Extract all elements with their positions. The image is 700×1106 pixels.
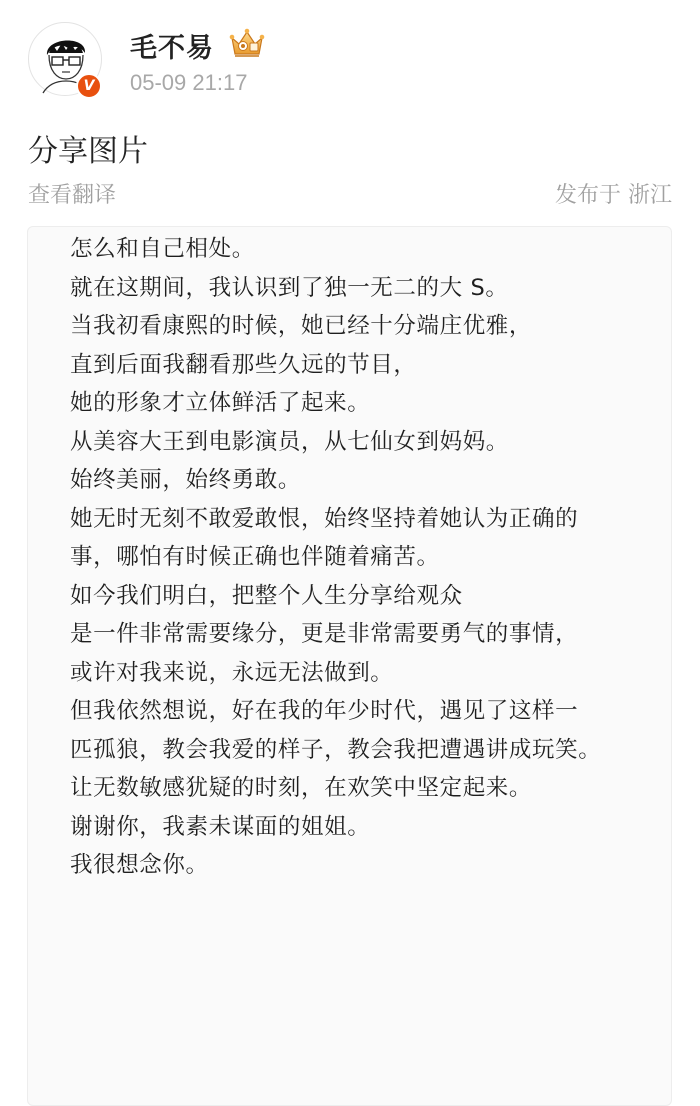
image-text-line: 从美容大王到电影演员，从七仙女到妈妈。 — [70, 428, 509, 455]
username[interactable]: 毛不易 — [130, 33, 214, 64]
image-text-line: 始终美丽，始终勇敢。 — [70, 467, 302, 493]
image-text-line: 事，哪怕有时候正确也伴随着痛苦。 — [70, 544, 440, 570]
image-text-line: 怎么和自己相处。 — [70, 236, 255, 262]
image-text-line: 但我依然想说，好在我的年少时代，遇见了这样一 — [70, 698, 579, 724]
vip-crown-icon[interactable] — [228, 26, 266, 60]
image-text-line: 她无时无刻不敢爱敢恨，始终坚持着她认为正确的 — [70, 505, 579, 532]
image-text-line: 匹孤狼，教会我爱的样子，教会我把遭遇讲成玩笑。 — [70, 736, 602, 763]
image-text-line: 就在这期间，我认识到了独一无二的大 S。 — [70, 274, 509, 301]
verified-badge-icon: V — [76, 73, 102, 99]
image-text-line: 或许对我来说，永远无法做到。 — [70, 659, 394, 686]
post-location: 发布于 浙江 — [555, 183, 672, 208]
image-text-line: 让无数敏感犹疑的时刻，在欢笑中坚定起来。 — [70, 775, 533, 801]
image-text-line: 直到后面我翻看那些久远的节目， — [70, 351, 417, 378]
image-text-line: 我很想念你。 — [70, 852, 209, 878]
post-header — [0, 0, 700, 120]
translate-link[interactable]: 查看翻译 — [28, 183, 117, 208]
image-text-line: 她的形象才立体鲜活了起来。 — [70, 390, 371, 416]
image-text-content — [70, 230, 660, 885]
image-text-line: 谢谢你，我素未谋面的姐姐。 — [70, 813, 371, 840]
image-text-line: 如今我们明白，把整个人生分享给观众 — [70, 582, 463, 609]
post-timestamp: 05-09 21:17 — [130, 70, 248, 95]
image-text-line: 当我初看康熙的时候，她已经十分端庄优雅， — [70, 313, 533, 339]
image-text-line: 是一件非常需要缘分，更是非常需要勇气的事情， — [70, 621, 579, 647]
post-text: 分享图片 — [28, 134, 148, 169]
